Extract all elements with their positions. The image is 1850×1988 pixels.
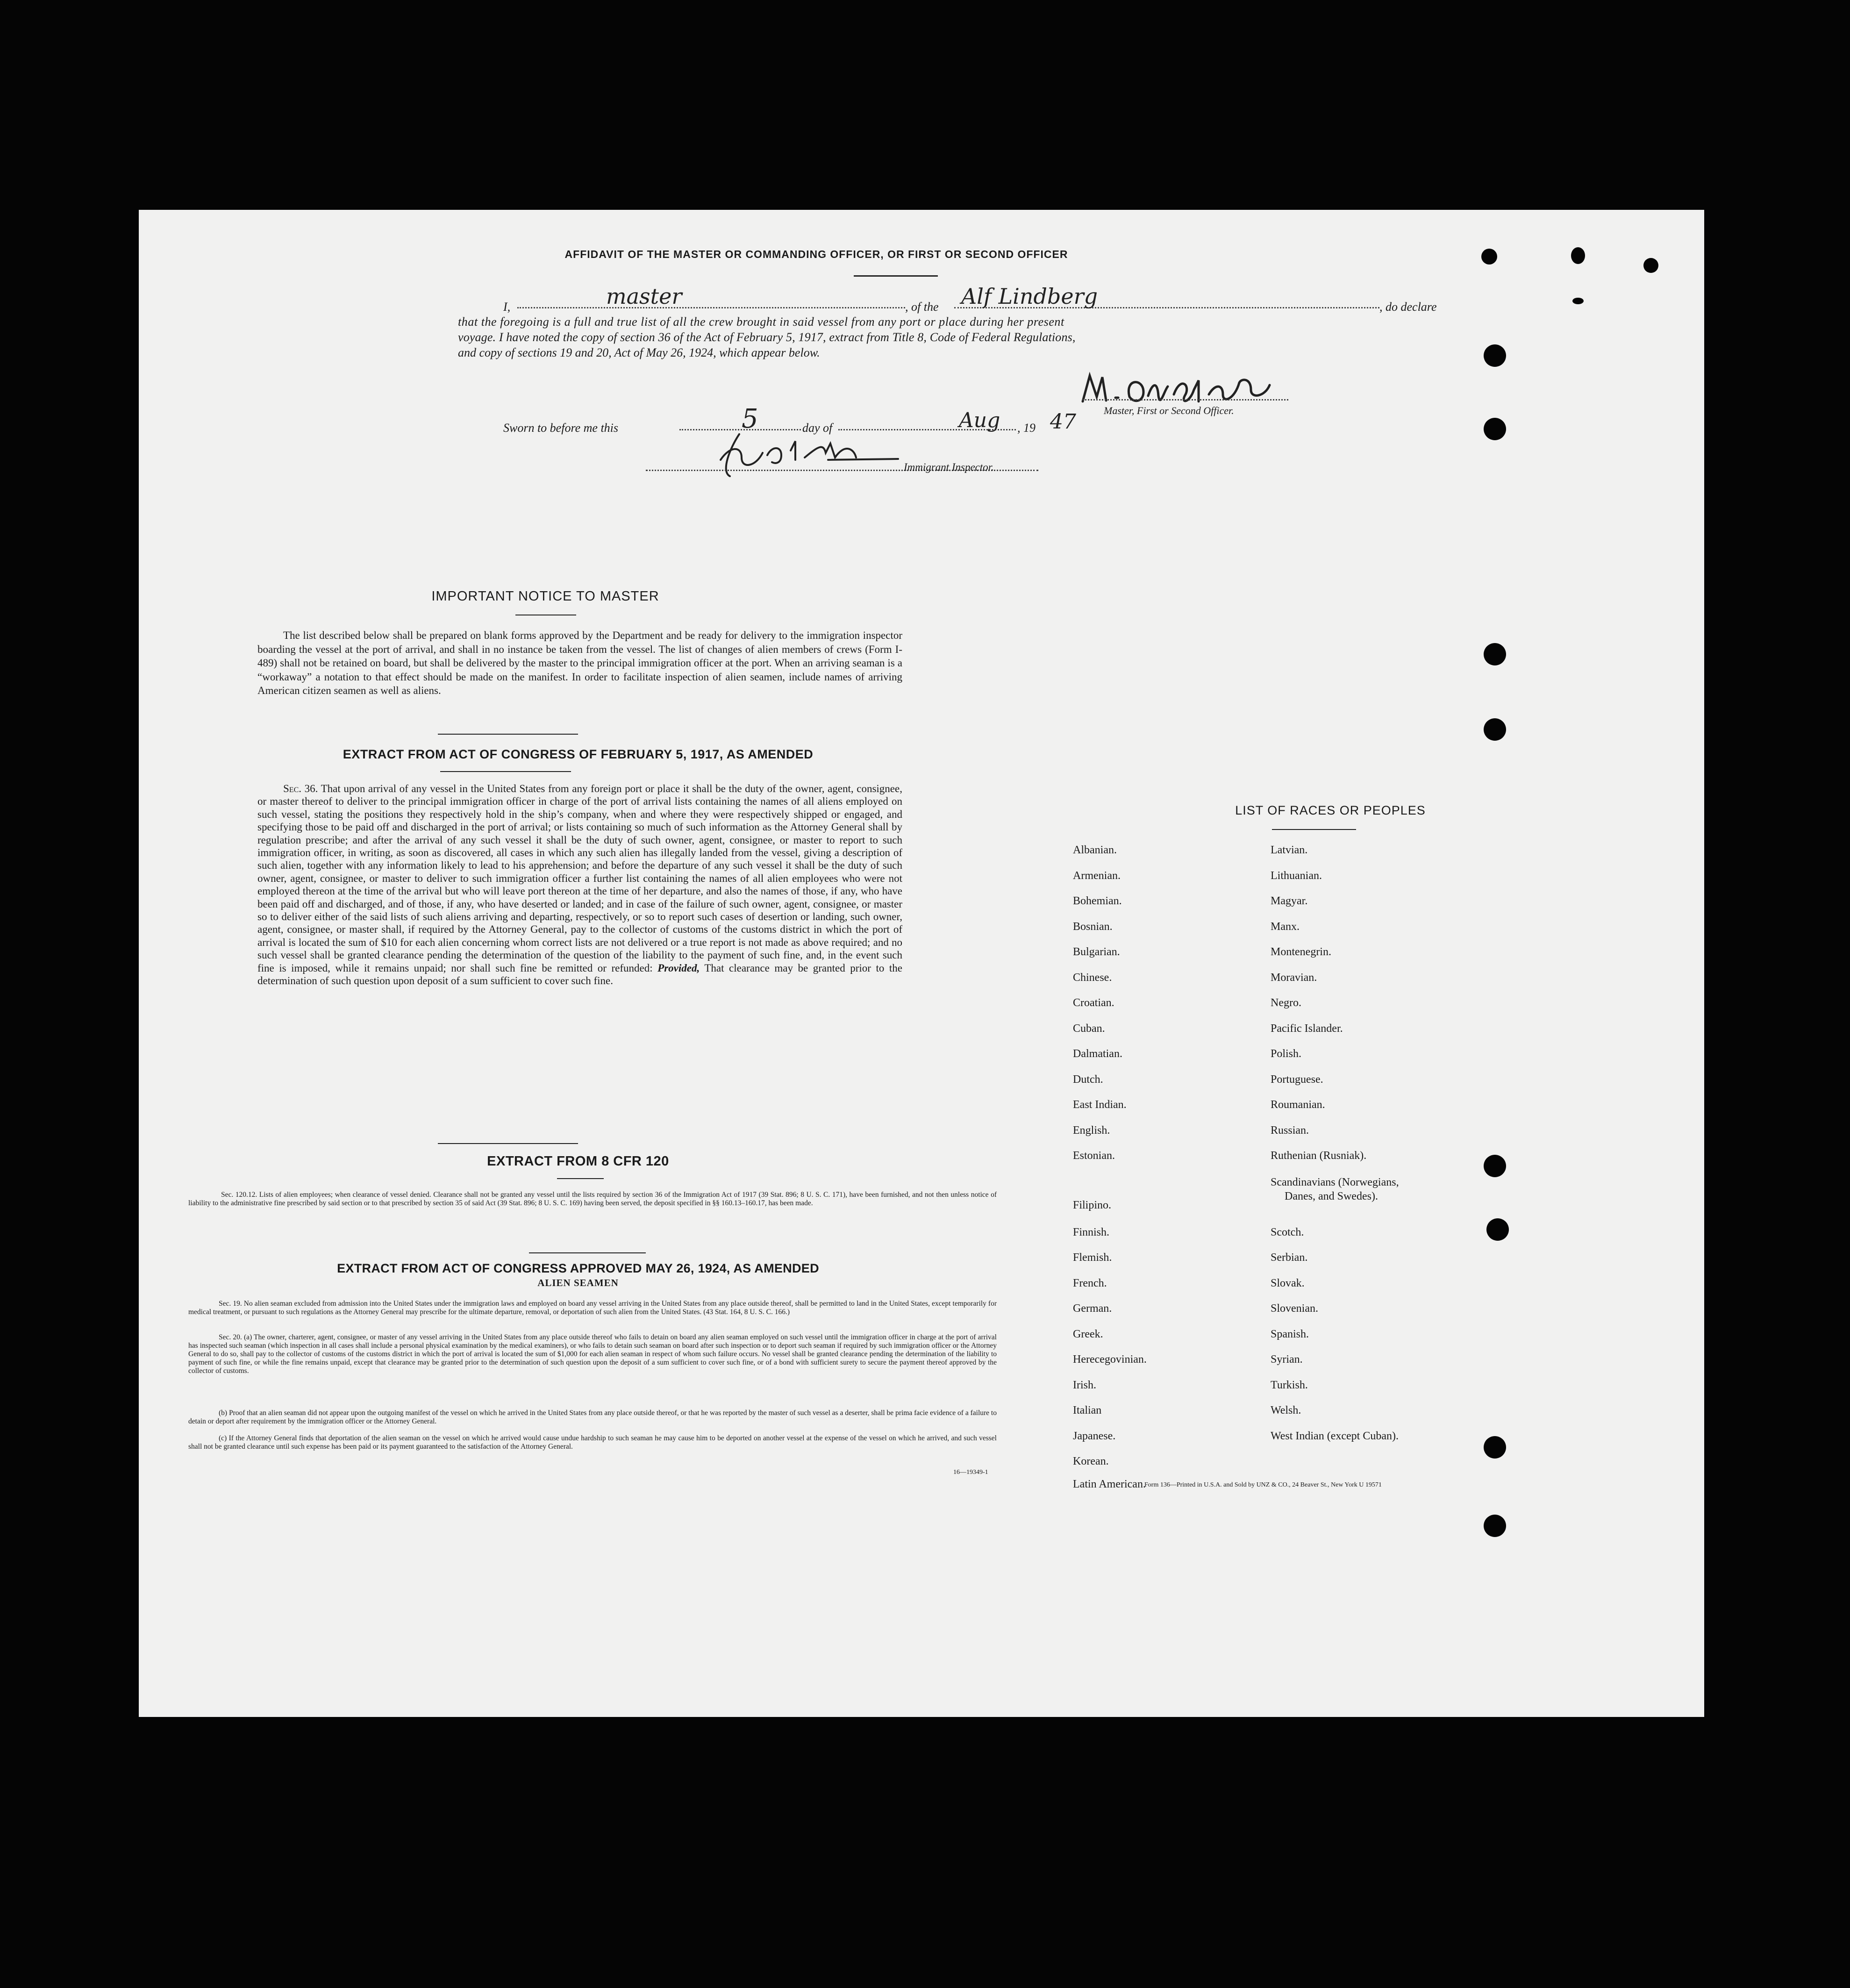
notice-text: The list described below shall be prepared on blank forms approved by the Department and be ready for delivery to the immigration inspector boarding the vessel at the port of arrival, and shall in no instance be taken from the vessel. The list of changes of alien members of crews (Form I-489) shall not be retained on board, but shall be delivered by the master to the principal immigration officer at the port. When an arriving seaman is a “workaway” a notation to that effect should be made on the manifest. In order to facilitate inspection of alien seamen, include names of arriving American citizen seamen as well as aliens. [257, 629, 902, 697]
race-item: Dalmatian. [1073, 1048, 1122, 1060]
race-item: Chinese. [1073, 972, 1112, 984]
divider [557, 1178, 604, 1179]
divider [438, 1143, 578, 1144]
race-item: Italian [1073, 1404, 1102, 1416]
declaration-i: I, [503, 300, 511, 314]
race-item: Magyar. [1271, 895, 1308, 907]
section-20c-text: (c) If the Attorney General finds that deportation of the alien seaman on the vessel on which he arrived would cause undue hardship to such seaman he may cause him to be deported on another vessel at the expense of the vessel on which he arrived, and such vessel shall not be granted clearance until such expense has been paid or its payment guaranteed to the satisfaction of the Attorney General. [188, 1434, 997, 1451]
race-item: Croatian. [1073, 997, 1114, 1009]
sworn-label: Sworn to before me this [503, 421, 619, 435]
punch-hole [1484, 344, 1506, 367]
race-item: Cuban. [1073, 1023, 1105, 1035]
declaration-line-4: and copy of sections 19 and 20, Act of May 26, 1924, which appear below. [458, 346, 820, 359]
section-20a-text: Sec. 20. (a) The owner, charterer, agent, consignee, or master of any vessel arriving in the United States from any place outside thereof who fails to detain on board any alien seaman employed on such vessel until the immigration officer in charge at the port of arrival has inspected such seaman (which inspection in all cases shall include a personal physical examination by the medical examiners), or who fails to detain such seaman on board after such inspection or to deport such seaman if required by such immigration officer or the Attorney General to do so, shall pay to the collector of customs of the customs district in which the port of arrival is located the sum of $1,000 for each alien seaman in respect of whom such failure occurs. No vessel shall be granted clearance pending the determination of the liability to payment of such fine, or while the fine remains unpaid, except that clearance may be granted prior to the determination of such question upon the deposit of a sum sufficient to cover such fine, or of a bond with sufficient surety to secure the payment thereof approved by the collector of customs. [188, 1333, 997, 1375]
race-item: Turkish. [1271, 1379, 1308, 1391]
race-item: Bohemian. [1073, 895, 1122, 907]
declaration-line-3: voyage. I have noted the copy of section 36 of the Act of February 5, 1917, extract from Title 8, Code of Federal Regulations, [458, 330, 1076, 344]
race-item: Slovak. [1271, 1277, 1305, 1289]
section-36-text: That upon arrival of any vessel in the United States from any foreign port or place it shall be the duty of the owner, agent, consignee, or master thereof to deliver to the principal immigration officer in charge of the port of arrival lists containing the names of all aliens employed on such vessel, stating the positions they respectively hold in the ship’s company, when and where they were respectively shipped or engaged, and specifying those to be paid off and discharged in the port of arrival; or lists containing so much of such information as the Attorney General shall by regulation prescribe; and after the arrival of any such vessel it shall be the duty of such owner, agent, consignee, or master to report to such immigration officer, in writing, as soon as discovered, all cases in which any such alien has illegally landed from the vessel, giving a description of such alien, together with any information likely to lead to his apprehension; and before the departure of any such vessel it shall be the duty of such owner, agent, consignee, or master to deliver to such immigration officer a further list containing the names of all alien employees who were not employed thereon at the time of the arrival but who will leave port thereon at the time of her departure, and also the names of those, if any, who have been paid off and discharged, and of those, if any, who have deserted or landed; and in case of the failure of such owner, agent, consignee, or master so to deliver either of the said lists of such aliens arriving and departing, respectively, or so to report such cases of desertion or landing, such owner, agent, consignee, or master shall, if required by the Attorney General, pay to the collector of customs of the customs district in which the port of arrival is located the sum of $10 for each alien concerning whom correct lists are not delivered or a true report is not made as above required; and no such vessel shall be granted clearance pending the determination of the question of the liability to the payment of such fine, and, in the event such fine is imposed, while it remains unpaid; nor shall such fine be remitted or refunded: [257, 783, 902, 974]
race-item: Moravian. [1271, 972, 1317, 984]
race-item: Pacific Islander. [1271, 1023, 1343, 1035]
race-item: Korean. [1073, 1455, 1109, 1467]
section-19-text: Sec. 19. No alien seaman excluded from admission into the United States under the immigration laws and employed on board any vessel arriving in the United States from any place outside thereof, shall be permitted to land in the United States, except temporarily for medical treatment, or pursuant to such regulations as the Attorney General may prescribe for the ultimate departure, removal, or deportation of such alien from the United States. (43 Stat. 164, 8 U. S. C. 166.) [188, 1300, 997, 1316]
punch-hole [1484, 718, 1506, 741]
race-item: Irish. [1073, 1379, 1096, 1391]
race-item: Ruthenian (Rusniak). [1271, 1150, 1367, 1162]
section-36-proviso: That clearance may be granted prior to the determination of such question upon deposit of a sum sufficient to cover such fine. [257, 962, 903, 987]
master-caption: Master, First or Second Officer. [1104, 405, 1234, 416]
race-item: Albanian. [1073, 844, 1117, 856]
race-item: Finnish. [1073, 1226, 1110, 1238]
race-item: East Indian. [1073, 1099, 1127, 1111]
race-item: French. [1073, 1277, 1107, 1289]
handwritten-day: 5 [742, 404, 758, 434]
divider [1272, 829, 1356, 830]
punch-hole [1484, 1515, 1506, 1537]
declaration-line-2: that the foregoing is a full and true list of all the crew brought in said vessel from any port or place during her present [458, 315, 1064, 329]
race-item: Herecegovinian. [1073, 1353, 1147, 1366]
race-item: Portuguese. [1271, 1073, 1323, 1086]
race-item: Estonian. [1073, 1150, 1115, 1162]
provided-label: Provided, [657, 962, 700, 974]
divider [440, 771, 571, 772]
ink-blot [1481, 249, 1497, 265]
handwritten-month: Aug [959, 408, 1000, 432]
punch-hole [1484, 418, 1506, 440]
race-item: Syrian. [1271, 1353, 1303, 1366]
punch-hole [1484, 643, 1506, 665]
section-20b-text: (b) Proof that an alien seaman did not appear upon the outgoing manifest of the vessel on which he arrived in the United States from any place outside thereof, or that he was reported by the master of such vessel as a deserter, shall be prima facie evidence of a failure to detain or deport after requirement by the immigration officer or the Attorney General. [188, 1409, 997, 1425]
cfr-text: Sec. 120.12. Lists of alien employees; when clearance of vessel denied. Clearance shall not be granted any vessel until the lists required by section 36 of the Immigration Act of 1917 (39 Stat. 896; 8 U. S. C. 171), have been furnished, and not then unless notice of liability to the administrative fine prescribed by said section or to that prescribed by section 35 of said Act (39 Stat. 896; 8 U. S. C. 169) having been served, the deposit specified in §§ 160.13–160.17, has been made. [188, 1191, 997, 1207]
race-item: Montenegrin. [1271, 946, 1331, 958]
divider [529, 1252, 646, 1253]
year-label: , 19 [1017, 421, 1036, 435]
inspector-caption: Immigrant Inspector. [904, 461, 994, 473]
race-item: Filipino. [1073, 1199, 1112, 1211]
race-item: Scotch. [1271, 1226, 1304, 1238]
race-item: Latin American. [1073, 1478, 1146, 1490]
race-item: Armenian. [1073, 870, 1121, 882]
race-item: Japanese. [1073, 1430, 1116, 1442]
name-line [517, 307, 905, 308]
extract-1924-title: EXTRACT FROM ACT OF CONGRESS APPROVED MAY 26, 1924, AS AMENDED [337, 1261, 819, 1275]
divider [438, 734, 578, 735]
punch-hole [1484, 1155, 1506, 1177]
race-item: English. [1073, 1124, 1110, 1137]
declaration-declare: , do declare [1379, 300, 1437, 314]
race-item: Bulgarian. [1073, 946, 1120, 958]
alien-seamen-subtitle: ALIEN SEAMEN [537, 1277, 619, 1288]
section-label: Sec. 36. [283, 783, 318, 794]
punch-hole [1486, 1218, 1509, 1241]
race-item: Dutch. [1073, 1073, 1103, 1086]
race-item: Danes, and Swedes). [1285, 1190, 1378, 1202]
handwritten-vessel: Alf Lindberg [961, 284, 1098, 309]
affidavit-title: AFFIDAVIT OF THE MASTER OR COMMANDING OFFICER, OR FIRST OR SECOND OFFICER [564, 248, 1068, 260]
ink-blot [1643, 258, 1658, 273]
cfr-title: EXTRACT FROM 8 CFR 120 [487, 1154, 669, 1169]
race-item: West Indian (except Cuban). [1271, 1430, 1399, 1442]
race-item: Latvian. [1271, 844, 1308, 856]
form-code: 16—19349-1 [953, 1469, 988, 1476]
race-item: Slovenian. [1271, 1302, 1318, 1315]
divider [854, 275, 938, 277]
form-footer: Form 136—Printed in U.S.A. and Sold by UNZ & CO., 24 Beaver St., New York U 19571 [1144, 1481, 1382, 1488]
race-item: Welsh. [1271, 1404, 1301, 1416]
race-item: Scandinavians (Norwegians, [1271, 1176, 1399, 1188]
notice-title: IMPORTANT NOTICE TO MASTER [431, 589, 659, 604]
race-item: Negro. [1271, 997, 1301, 1009]
extract-1917-title: EXTRACT FROM ACT OF CONGRESS OF FEBRUARY 5, 1917, AS AMENDED [343, 747, 814, 761]
race-item: Manx. [1271, 921, 1300, 933]
inspector-signature [711, 429, 907, 486]
day-of-label: day of [802, 421, 833, 435]
races-title: LIST OF RACES OR PEOPLES [1235, 803, 1426, 817]
master-signature-line [1083, 399, 1288, 400]
declaration-of-the: , of the [905, 300, 939, 314]
race-item: Serbian. [1271, 1251, 1308, 1264]
race-item: Polish. [1271, 1048, 1302, 1060]
race-item: Flemish. [1073, 1251, 1112, 1264]
handwritten-year: 47 [1050, 410, 1076, 434]
race-item: Bosnian. [1073, 921, 1113, 933]
race-item: Roumanian. [1271, 1099, 1325, 1111]
ink-blot [1572, 298, 1584, 304]
race-item: Greek. [1073, 1328, 1103, 1340]
document-page [139, 210, 1704, 1717]
extract-1917-text [257, 782, 902, 987]
handwritten-name: master [606, 284, 682, 309]
race-item: Lithuanian. [1271, 870, 1322, 882]
ink-blot [1571, 247, 1585, 264]
race-item: Spanish. [1271, 1328, 1309, 1340]
race-item: German. [1073, 1302, 1112, 1315]
race-item: Russian. [1271, 1124, 1309, 1137]
punch-hole [1484, 1436, 1506, 1459]
